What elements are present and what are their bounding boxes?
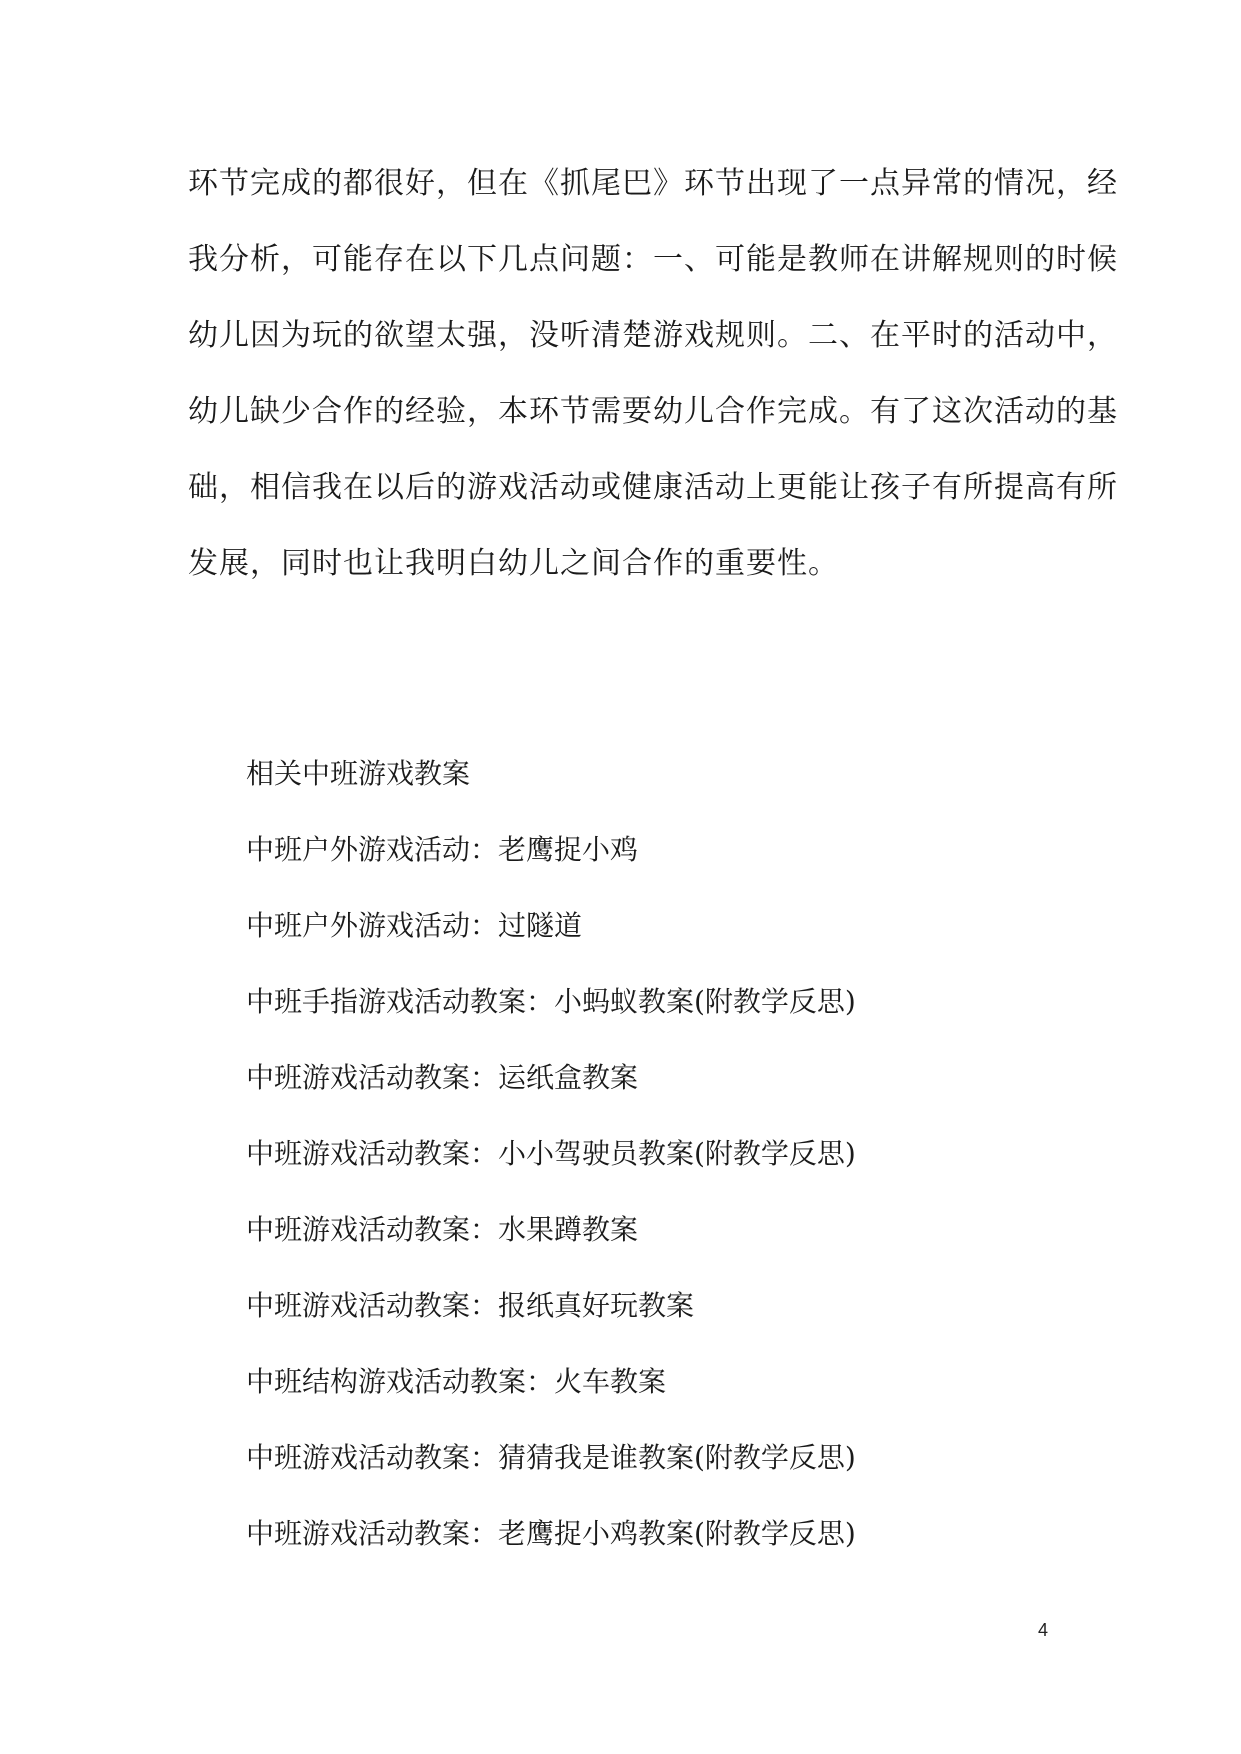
related-link-item[interactable]: 中班游戏活动教案：运纸盒教案 bbox=[246, 1061, 639, 1094]
related-lesson-plans bbox=[246, 736, 1106, 1572]
related-link-item[interactable]: 中班户外游戏活动：老鹰捉小鸡 bbox=[246, 833, 639, 866]
related-link-item[interactable]: 中班结构游戏活动教案：火车教案 bbox=[246, 1365, 667, 1398]
paragraph-line: 我分析，可能存在以下几点问题：一、可能是教师在讲解规则的时候 bbox=[188, 242, 1118, 277]
page-number: 4 bbox=[1038, 1620, 1049, 1640]
paragraph-line: 发展，同时也让我明白幼儿之间合作的重要性。 bbox=[188, 546, 839, 581]
related-link-item[interactable]: 中班户外游戏活动：过隧道 bbox=[246, 909, 583, 942]
related-link-item[interactable]: 中班游戏活动教案：猜猜我是谁教案(附教学反思) bbox=[246, 1441, 856, 1474]
related-link-item[interactable]: 中班游戏活动教案：报纸真好玩教案 bbox=[246, 1289, 695, 1322]
body-paragraph bbox=[188, 146, 1118, 602]
paragraph-line: 础，相信我在以后的游戏活动或健康活动上更能让孩子有所提高有所 bbox=[188, 470, 1118, 505]
paragraph-line: 幼儿缺少合作的经验，本环节需要幼儿合作完成。有了这次活动的基 bbox=[188, 394, 1118, 429]
related-link-item[interactable]: 中班游戏活动教案：小小驾驶员教案(附教学反思) bbox=[246, 1137, 856, 1170]
paragraph-line: 幼儿因为玩的欲望太强，没听清楚游戏规则。二、在平时的活动中， bbox=[188, 318, 1118, 353]
related-link-item[interactable]: 中班游戏活动教案：老鹰捉小鸡教案(附教学反思) bbox=[246, 1517, 856, 1550]
paragraph-line: 环节完成的都很好，但在《抓尾巴》环节出现了一点异常的情况，经 bbox=[188, 166, 1118, 201]
related-link-item[interactable]: 中班游戏活动教案：水果蹲教案 bbox=[246, 1213, 639, 1246]
related-heading: 相关中班游戏教案 bbox=[246, 757, 471, 790]
related-link-item[interactable]: 中班手指游戏活动教案：小蚂蚁教案(附教学反思) bbox=[246, 985, 856, 1018]
